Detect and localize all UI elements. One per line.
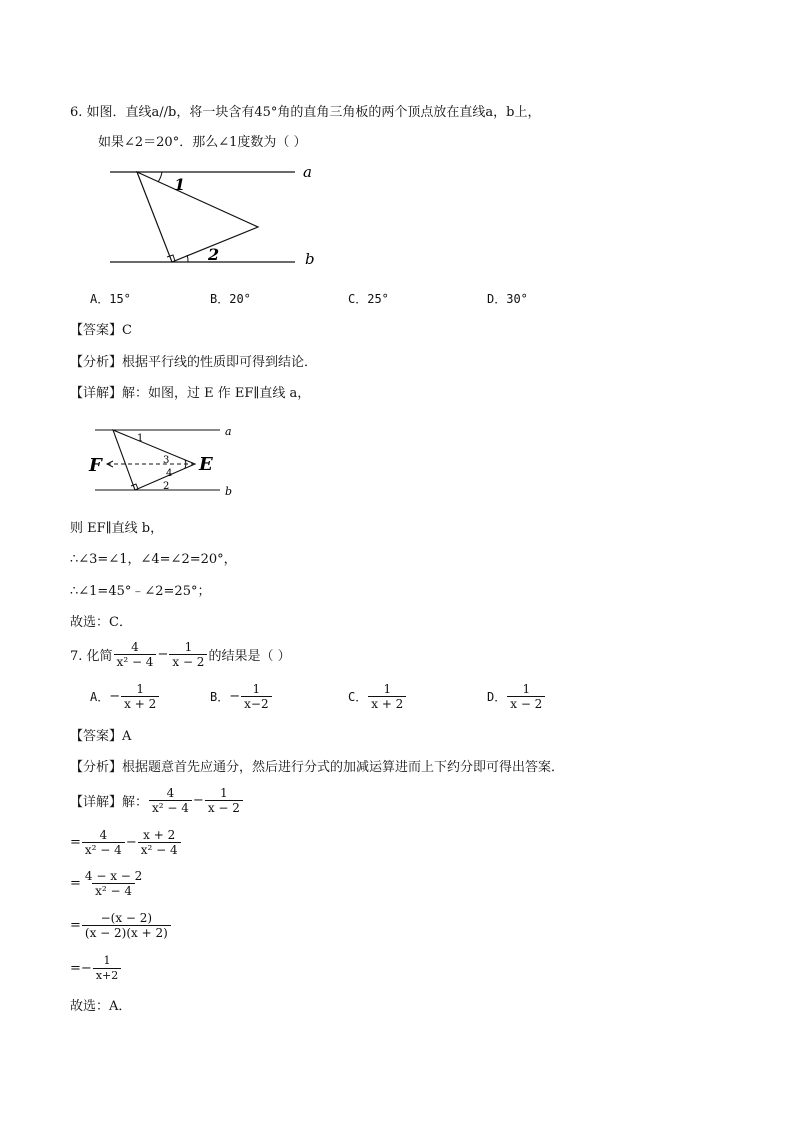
frac-num: 4	[99, 828, 108, 842]
q6-option-a: A．15°	[90, 292, 131, 306]
q7-stem-prefix: 7. 化简	[70, 649, 113, 664]
q7-stem-minus: −	[157, 647, 169, 662]
frac-den: x + 2	[121, 696, 159, 711]
q6-option-b: B．20°	[210, 292, 251, 306]
fig2-label-4: 4	[166, 468, 173, 479]
frac-den: x+2	[93, 968, 121, 983]
angle-1-arc	[158, 172, 162, 182]
q6-step1: 则 EF∥直线 b，	[70, 521, 164, 536]
q6-figure2	[85, 420, 245, 502]
frac-num: 1	[136, 682, 144, 696]
fig2-label-2: 2	[163, 481, 170, 492]
q6-analysis: 【分析】根据平行线的性质即可得到结论．	[70, 355, 318, 370]
frac-den: x−2	[241, 696, 271, 711]
equals-sign: =	[70, 918, 81, 933]
minus-sign: −	[192, 793, 204, 808]
label-2: 2	[208, 245, 220, 264]
fig2-label-E: E	[199, 454, 213, 475]
option-label: D．	[487, 690, 507, 704]
equals-sign: =	[70, 876, 81, 891]
q7-stem-frac2	[169, 640, 207, 669]
q6-conclusion: 故选：C．	[70, 615, 132, 630]
equals-sign: =	[70, 961, 81, 976]
frac-num: 1	[220, 786, 228, 800]
frac-den: x − 2	[205, 800, 243, 815]
fig2-label-1: 1	[137, 433, 144, 444]
frac-num: 4	[131, 640, 139, 654]
q7-detail	[70, 786, 244, 815]
q7-step3	[70, 911, 172, 940]
frac-num: 1	[184, 640, 193, 654]
frac-num: x + 2	[143, 828, 176, 842]
frac-den: x² − 4	[138, 842, 181, 857]
q7-step1	[70, 828, 182, 857]
frac-den: x² − 4	[82, 842, 125, 857]
minus-sign: −	[80, 961, 92, 976]
fig2-label-a: a	[225, 425, 232, 438]
q7-option-b	[210, 682, 273, 711]
q6-figure	[100, 160, 330, 272]
frac-den: x − 2	[507, 696, 545, 711]
q7-option-c	[348, 682, 407, 711]
option-label: A．	[90, 690, 110, 704]
label-a: a	[303, 163, 312, 181]
frac-den: x² − 4	[149, 800, 192, 815]
q7-option-a	[90, 682, 160, 711]
frac-num: 1	[252, 682, 261, 696]
q6-step2: ∴∠3=∠1，∠4=∠2=20°，	[70, 552, 237, 567]
q7-detail-prefix: 【详解】解：	[70, 795, 149, 810]
frac-den: x + 2	[368, 696, 406, 711]
fig2-label-b: b	[225, 485, 233, 498]
frac-num: −(x − 2)	[100, 911, 153, 925]
q6-stem-line2: 如果∠2＝20°．那么∠1度数为（ ）	[98, 135, 307, 150]
option-label: C．	[348, 690, 368, 704]
option-sign: −	[229, 689, 241, 704]
frac-den: (x − 2)(x + 2)	[82, 925, 171, 940]
option-sign: −	[109, 689, 121, 704]
option-label: B．	[210, 690, 230, 704]
q7-stem-frac1	[114, 640, 157, 669]
label-1: 1	[174, 175, 186, 194]
q6-option-d: D．30°	[487, 292, 528, 306]
q6-step3: ∴∠1=45°﹣∠2=25°；	[70, 584, 211, 599]
q7-stem	[70, 640, 291, 669]
q7-step2	[70, 869, 146, 898]
frac-num: 1	[522, 682, 531, 696]
q7-answer: 【答案】A	[70, 729, 132, 744]
frac-den: x² − 4	[114, 654, 157, 669]
frac-num: 4 − x − 2	[84, 869, 143, 883]
q7-option-d	[487, 682, 546, 711]
frac-num: 1	[103, 954, 111, 967]
frac-num: 4	[166, 786, 175, 800]
equals-sign: =	[70, 835, 81, 850]
triangle	[137, 172, 258, 262]
frac-den: x − 2	[169, 654, 207, 669]
frac-num: 1	[383, 682, 392, 696]
q7-step4	[70, 954, 122, 983]
minus-sign: −	[125, 835, 137, 850]
q6-option-c: C．25°	[348, 292, 389, 306]
q6-stem-line1: 6. 如图．直线a//b，将一块含有45°角的直角三角板的两个顶点放在直线a，b上，	[70, 105, 541, 120]
q7-conclusion: 故选：A．	[70, 999, 132, 1014]
label-b: b	[305, 250, 315, 268]
q7-stem-suffix: 的结果是（ ）	[208, 649, 291, 664]
q6-detail: 【详解】解：如图，过 E 作 EF∥直线 a，	[70, 386, 311, 401]
fig2-triangle	[113, 430, 195, 490]
fig2-label-3: 3	[163, 455, 170, 466]
frac-den: x² − 4	[92, 883, 135, 898]
q6-answer: 【答案】C	[70, 323, 132, 338]
q7-analysis: 【分析】根据题意首先应通分，然后进行分式的加减运算进而上下约分即可得出答案．	[70, 760, 565, 775]
fig2-label-F: F	[89, 455, 102, 476]
